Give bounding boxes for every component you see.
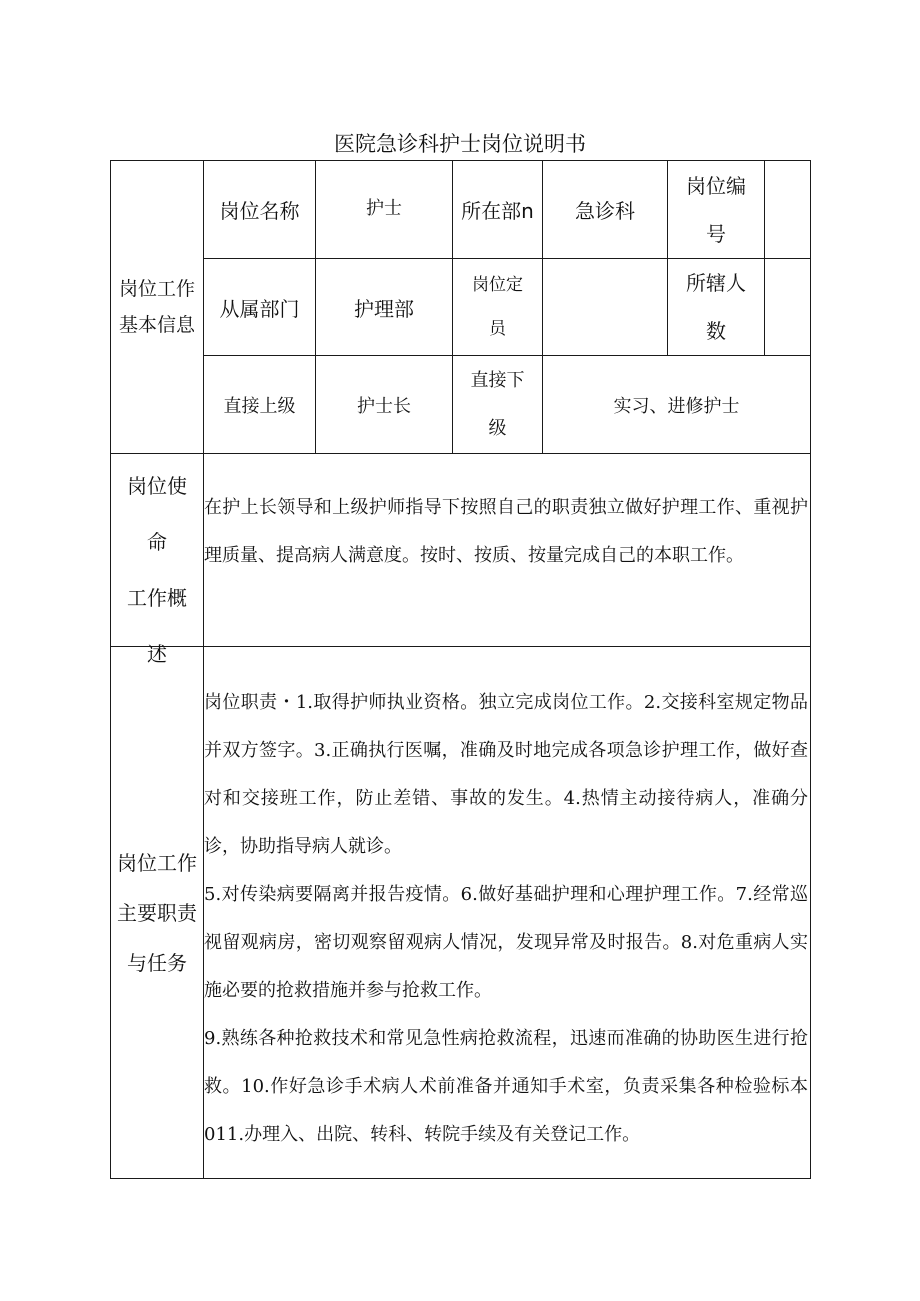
position-code-value bbox=[765, 161, 810, 258]
mission-text bbox=[204, 484, 808, 580]
duties-label-line2: 主要职责 bbox=[117, 900, 197, 925]
direct-subordinate-label-line2: 级 bbox=[488, 417, 507, 439]
duties-text bbox=[204, 679, 808, 1159]
staffing-label-line1: 岗位定 bbox=[472, 275, 523, 295]
section-divider bbox=[110, 453, 811, 454]
section-divider bbox=[110, 646, 811, 647]
duties-paragraph-2: 5.对传染病要隔离并报告疫情。6.做好基础护理和心理护理工作。7.经常巡视留观病房，密切观察留观病人情况，发现异常及时报告。8.对危重病人实施必要的抢救措施并参与抢救工作。 bbox=[204, 884, 808, 1001]
position-code-label bbox=[668, 161, 764, 258]
basic-info-section-label bbox=[111, 161, 203, 453]
mission-label-line3: 工作概 bbox=[127, 586, 187, 610]
mission-label-line1: 岗位使 bbox=[127, 474, 187, 498]
mission-label-line2: 命 bbox=[147, 530, 167, 554]
document-title: 医院急诊科护士岗位说明书 bbox=[334, 132, 586, 156]
direct-subordinate-label-line1: 直接下 bbox=[470, 369, 525, 391]
subordinate-count-label-line1: 所辖人 bbox=[686, 271, 746, 295]
staffing-label bbox=[453, 259, 542, 355]
affiliated-dept-label: 从属部门 bbox=[219, 296, 300, 321]
basic-info-label-line2: 基本信息 bbox=[118, 314, 195, 336]
mission-section-label bbox=[111, 454, 203, 666]
subordinate-count-label bbox=[668, 259, 764, 355]
position-code-label-line1: 岗位编 bbox=[686, 173, 746, 198]
subordinate-count-label-line2: 数 bbox=[706, 319, 726, 343]
position-name-label: 岗位名称 bbox=[219, 199, 300, 223]
table-border-right bbox=[810, 160, 811, 1179]
subordinate-count-value bbox=[765, 259, 810, 355]
direct-subordinate-value: 实习、进修护士 bbox=[613, 395, 740, 417]
direct-superior-value: 护士长 bbox=[357, 395, 411, 417]
affiliated-dept-value: 护理部 bbox=[354, 296, 414, 321]
mission-label-line4: 述 bbox=[147, 642, 167, 666]
mission-paragraph: 在护上长领导和上级护师指导下按照自己的职责独立做好护理工作、重视护理质量、提高病人满意度。按时、按质、按量完成自己的本职工作。 bbox=[204, 497, 808, 566]
table-border-bottom bbox=[110, 1178, 811, 1179]
staffing-label-line2: 员 bbox=[489, 319, 506, 339]
duties-label-line3: 与任务 bbox=[127, 950, 187, 975]
direct-superior-label: 直接上级 bbox=[223, 395, 296, 417]
staffing-value bbox=[543, 259, 667, 355]
department-value: 急诊科 bbox=[575, 199, 635, 223]
duties-section-label bbox=[111, 647, 203, 1178]
duties-paragraph-3: 9.熟练各种抢救技术和常见急性病抢救流程，迅速而准确的协助医生进行抢救。10.作好急诊手术病人术前准备并通知手术室，负责采集各种检验标本011.办理入、出院、转科、转院手续及有关登记工作。 bbox=[204, 1028, 808, 1145]
position-code-label-line2: 号 bbox=[706, 221, 726, 246]
basic-info-label-line1: 岗位工作 bbox=[118, 278, 195, 300]
position-name-value: 护士 bbox=[366, 197, 402, 219]
duties-label-line1: 岗位工作 bbox=[117, 850, 197, 875]
duties-paragraph-1: 岗位职责・1.取得护师执业资格。独立完成岗位工作。2.交接科室规定物品并双方签字。3.正确执行医嘱，准确及时地完成各项急诊护理工作，做好查对和交接班工作，防止差错、事故的发生。4.热情主动接待病人，准确分诊，协助指导病人就诊。 bbox=[204, 692, 808, 857]
direct-subordinate-label bbox=[453, 356, 542, 453]
department-label: 所在部n bbox=[461, 199, 534, 223]
